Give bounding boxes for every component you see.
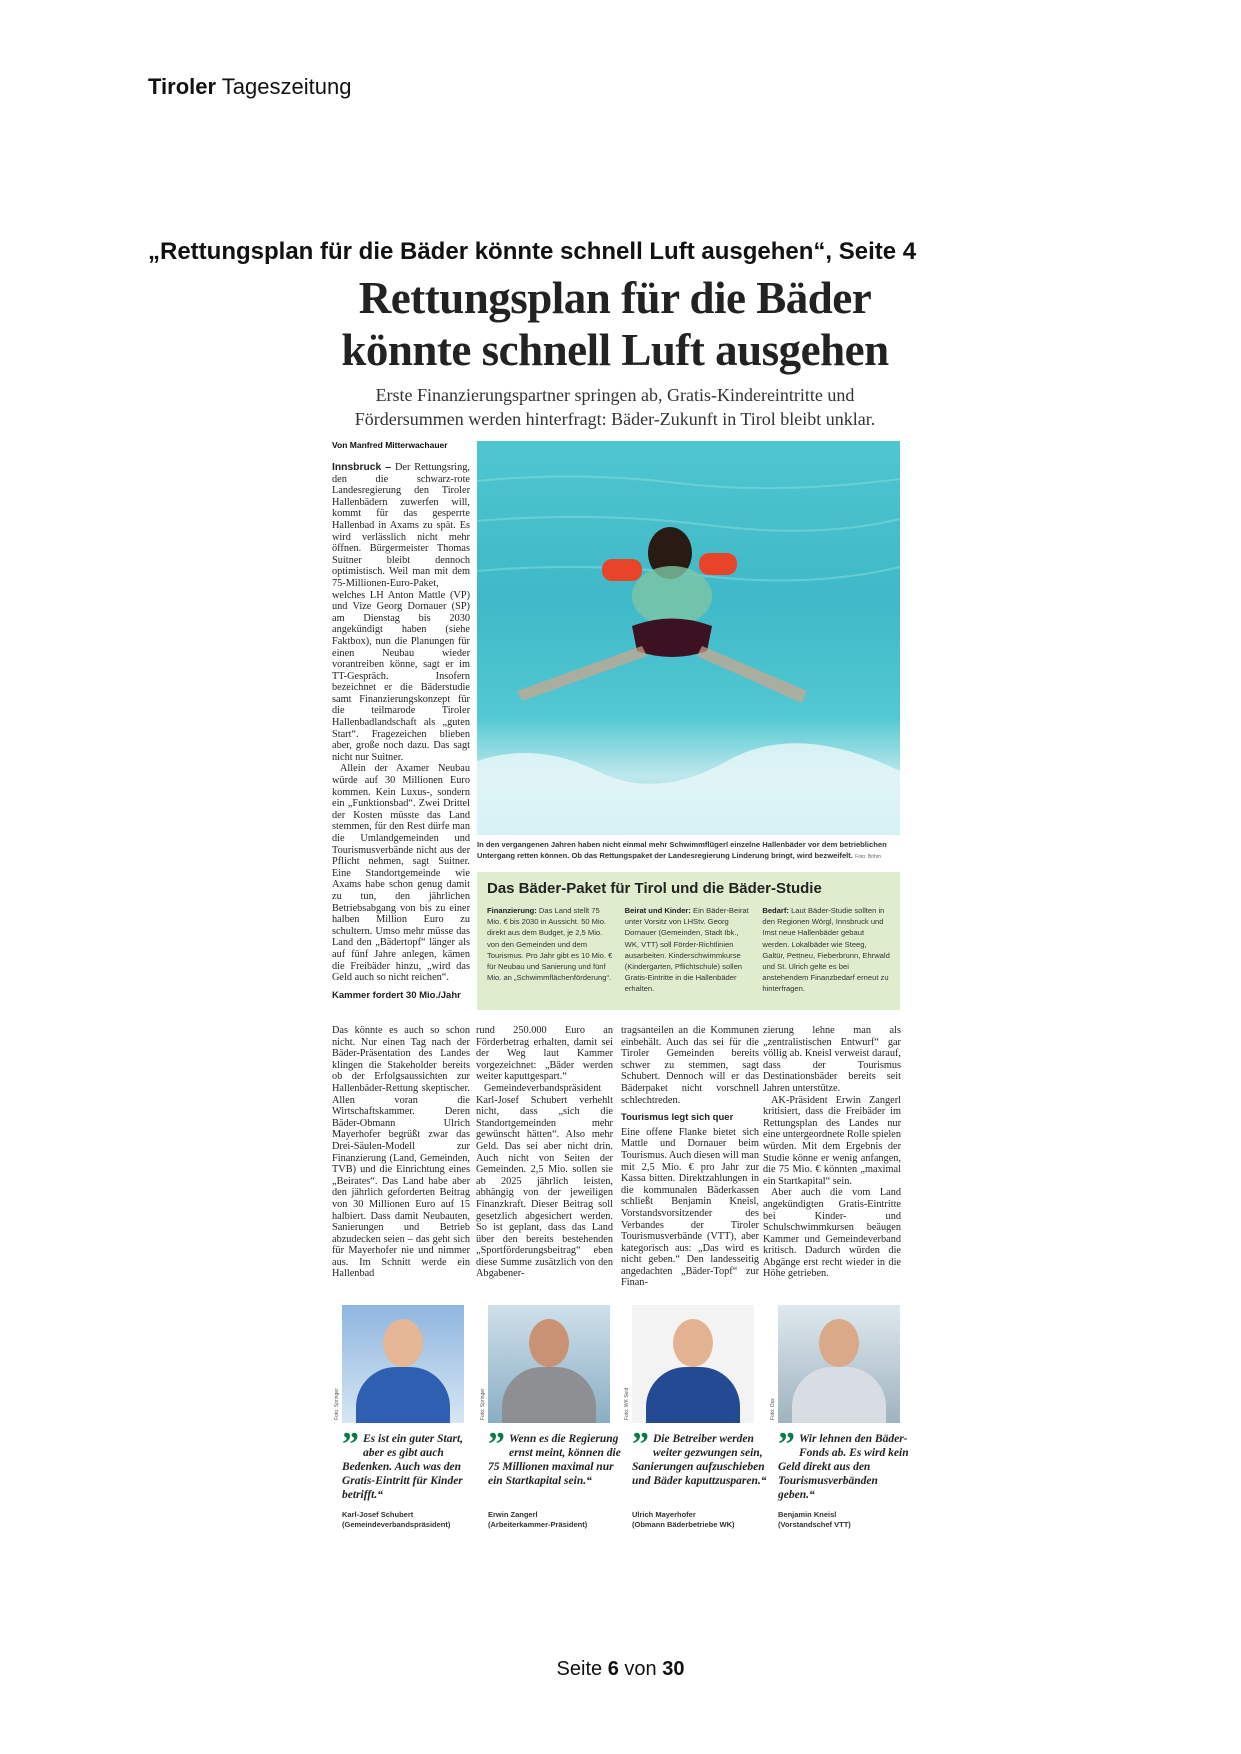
byline: Von Manfred Mitterwachauer xyxy=(332,440,448,450)
quote: ” Es ist ein guter Start, aber es gibt auch Bedenken. Auch was den Gratis-Eintritt für Kinder betrifft.“ xyxy=(342,1426,464,1501)
photo-credit: Foto: Springer xyxy=(480,1388,486,1420)
quote-mark-icon: ” xyxy=(488,1426,505,1463)
portrait-schubert xyxy=(342,1305,464,1423)
photo-credit: Foto: Springer xyxy=(334,1388,340,1420)
portrait-zangerl xyxy=(488,1305,610,1423)
swimming-child-photo xyxy=(477,441,900,835)
subheading: Tourismus legt sich quer xyxy=(621,1112,734,1124)
photo-credit: Foto: WK Seid xyxy=(624,1387,630,1420)
quote: ” Wenn es die Regierung ernst meint, können die 75 Millionen maximal nur ein Startkapital sein.“ xyxy=(488,1426,621,1487)
quote-mark-icon: ” xyxy=(778,1426,795,1463)
article-column-4: tragsanteilen an die Kommunen einbehält. Auch das sei für die Tiroler Gemeinden bereits schwer zu stemmen, sagt Schubert. Dennoch will er das Bäderpaket nicht vorschnell schlechtreden. Tourismus legt sich quer Eine offene Flanke bietet sich Mattle und Dornauer beim Tourismus. Auch diesen will man mit 2,5 Mio. € pro Jahr zur Kassa bitten. Direktzahlungen in die kommunalen Bäderkassen schließt Benjamin Kneisl, Vorstandsvorsitzender des Verbandes der Tiroler Tourismusverbände (VTT), aber kategorisch aus: „Das wird es nicht geben.“ Den landesseitig angedachten „Bäder-Topf“ zur Finan- xyxy=(621,1025,759,1289)
quote-mark-icon: ” xyxy=(342,1426,359,1463)
article-subtitle: Erste Finanzierungspartner springen ab, Gratis-Kindereintritte und Fördersummen werden hinterfragt: Bäder-Zukunft in Tirol bleibt unklar. xyxy=(354,385,876,429)
portrait-kneisl xyxy=(778,1305,900,1423)
fact-box xyxy=(477,872,900,1010)
fact-box-title: Das Bäder-Paket für Tirol und die Bäder-Studie xyxy=(487,880,822,897)
article-column-2: Das könnte es auch so schon nicht. Nur einen Tag nach der Bäder-Präsentation des Landes klingen die Stakeholder bereits ob der Erfolgsaussichten zur Hallenbäder-Rettung skeptischer. Allen voran die Wirtschaftskammer. Deren Bäder-Obmann Ulrich Mayerhofer begrüßt zwar das Drei-Säulen-Modell zur Finanzierung (Land, Gemeinden, TVB) und die Einrichtung eines „Beirates“. Das Land habe aber den jährlich geforderten Beitrag von 30 Millionen Euro auf 15 halbiert. Dass damit Neubauten, Sanierungen und Betrieb abzudecken seien – das geht sich für Mayerhofer nie und nimmer aus. Im Schnitt werde ein Hallenbad xyxy=(332,1025,470,1280)
clipping-title: „Rettungsplan für die Bäder könnte schnell Luft ausgehen“, Seite 4 xyxy=(148,238,917,265)
photo-credit: Foto: Oss xyxy=(770,1398,776,1420)
publication-name: Tiroler Tageszeitung xyxy=(148,74,352,99)
article-column-5: zierung lehne man als „zentralistischen Entwurf“ gar völlig ab. Kneisl verweist darauf, dass der Tourismus Destinationsbäder bereits seit Jahren unterstütze. AK-Präsident Erwin Zangerl kritisiert, dass die Freibäder im Rettungsplan des Landes nur eine untergeordnete Rolle spielen würden. Mit dem Ergebnis der Studie könne er wenig anfangen, die 75 Mio. € könnten „maximal ein Startkapital“ sein. Aber auch die vom Land angekündigten Gratis-Eintritte bei Kinder- und Schulschwimmkursen beäugen Kammer und Gemeindeverband kritisch. Dadurch würden die Abgänge erst recht wieder in die Höhe getrieben. xyxy=(763,1025,901,1280)
page-number: Seite 6 von 30 xyxy=(556,1658,685,1680)
fact-item: Finanzierung: Das Land stellt 75 Mio. € bis 2030 in Aussicht. 50 Mio. direkt aus dem Budget, je 2,5 Mio. von den Gemeinden und dem Tourismus. Pro Jahr gibt es 10 Mio. € für Neubau und Sanierung und fünf Mio. an „Schwimmflächenförderung“. xyxy=(487,906,613,983)
article-column-1: Innsbruck – Der Rettungsring, den die schwarz-rote Landesregierung den Tiroler Hallenbädern zuwerfen will, kommt für das gesperrte Hallenbad in Axams zu spät. Es wird verlässlich nicht mehr öffnen. Bürgermeister Thomas Suitner bleibt dennoch optimistisch. Weil man mit dem 75-Millionen-Euro-Paket, welches LH Anton Mattle (VP) und Vize Georg Dornauer (SP) am Dienstag bis 2030 angekündigt haben (siehe Faktbox), nun die Planungen für einen Neubau wieder vorantreiben könne, sagt er im TT-Gespräch. Insofern bezeichnet er die Bäderstudie samt Finanzierungskonzept für die teilmarode Tiroler Hallenbadlandschaft als „guten Start“. Fragezeichen blieben aber, große noch dazu. Das sagt nicht nur Suitner. Allein der Axamer Neubau würde auf 30 Millionen Euro kommen. Kein Luxus-, sondern ein „Funktionsbad“. Zwei Drittel der Kosten müsste das Land stemmen, für den Rest dürfe man die Umlandgemeinden und Tourismusverbände nicht aus der Pflicht nehmen, sagt Suitner. Eine Standortgemeinde wie Axams habe schon genug damit zu tun, den jährlichen Betriebsabgang von bis zu einer halben Million Euro zu schultern. Umso mehr müsse das Land den „Bädertopf“ länger als auf fünf Jahre anlegen, kämen die Freibäder hinzu, „wird das Geld auch so nicht reichen“. Kammer fordert 30 Mio./Jahr xyxy=(332,462,470,1001)
quote-author: Ulrich Mayerhofer (Obmann Bäderbetriebe WK) xyxy=(632,1510,735,1529)
subheading: Kammer fordert 30 Mio./Jahr xyxy=(332,989,461,1001)
quote: ” Wir lehnen den Bäder-Fonds ab. Es wird kein Geld direkt aus den Tourismusverbänden geben.“ xyxy=(778,1426,909,1501)
quote-mark-icon: ” xyxy=(632,1426,649,1463)
article-headline: Rettungsplan für die Bäder könnte schnell Luft ausgehen xyxy=(341,273,889,375)
photo-caption: In den vergangenen Jahren haben nicht einmal mehr Schwimmflügerl einzelne Hallenbäder vor dem betrieblichen Untergang retten können. Ob das Rettungspaket der Landesregierung Linderung bringt, wird bezweifelt. Foto: Böhm xyxy=(477,840,887,860)
quote-author: Karl-Josef Schubert (Gemeindeverbandspräsident) xyxy=(342,1510,451,1529)
article-column-3: rund 250.000 Euro an Förderbetrag erhalten, damit sei der Weg laut Kammer vorgezeichnet: „Bäder werden weiter kaputtgespart.“ Gemeindeverbandspräsident Karl-Josef Schubert verhehlt nicht, dass „sich die Standortgemeinden mehr gewünscht hätten“. Also mehr Geld. Das sei aber nicht drin. Auch nicht von Seiten der Gemeinden. 2,5 Mio. sollen sie ab 2025 jährlich leisten, abhängig von der jeweiligen Finanzkraft. Dieser Beitrag soll gesetzlich abgesichert werden. So ist geplant, dass das Land über den bereits bestehenden „Sportförderungsbeitrag“ eben diese Summe zusätzlich von den Abgabener- xyxy=(476,1025,613,1280)
portrait-mayerhofer xyxy=(632,1305,754,1423)
quote-author: Benjamin Kneisl (Vorstandschef VTT) xyxy=(778,1510,851,1529)
quote: ” Die Betreiber werden weiter gezwungen sein, Sanierungen aufzuschieben und Bäder kaputtzusparen.“ xyxy=(632,1426,767,1487)
fact-item: Bedarf: Laut Bäder-Studie sollten in den Regionen Wörgl, Innsbruck und Imst neue Hallenbäder gebaut werden. Lokalbäder wie Steeg, Galtür, Pettneu, Fieberbrunn, Ehrwald und St. Ulrich gelte es bei anstehendem Finanzbedarf erneut zu hinterfragen. xyxy=(762,906,890,994)
fact-item: Beirat und Kinder: Ein Bäder-Beirat unter Vorsitz von LHStv. Georg Dornauer (Gemeinden, Stadt Ibk., WK, VTT) soll Förder-Richtlinien ausarbeiten. Kinderschwimmkurse (Kindergarten, Pflichtschule) sollen Gratis-Eintritte in die Hallenbäder erhalten. xyxy=(624,906,749,994)
quote-author: Erwin Zangerl (Arbeiterkammer-Präsident) xyxy=(488,1510,588,1529)
